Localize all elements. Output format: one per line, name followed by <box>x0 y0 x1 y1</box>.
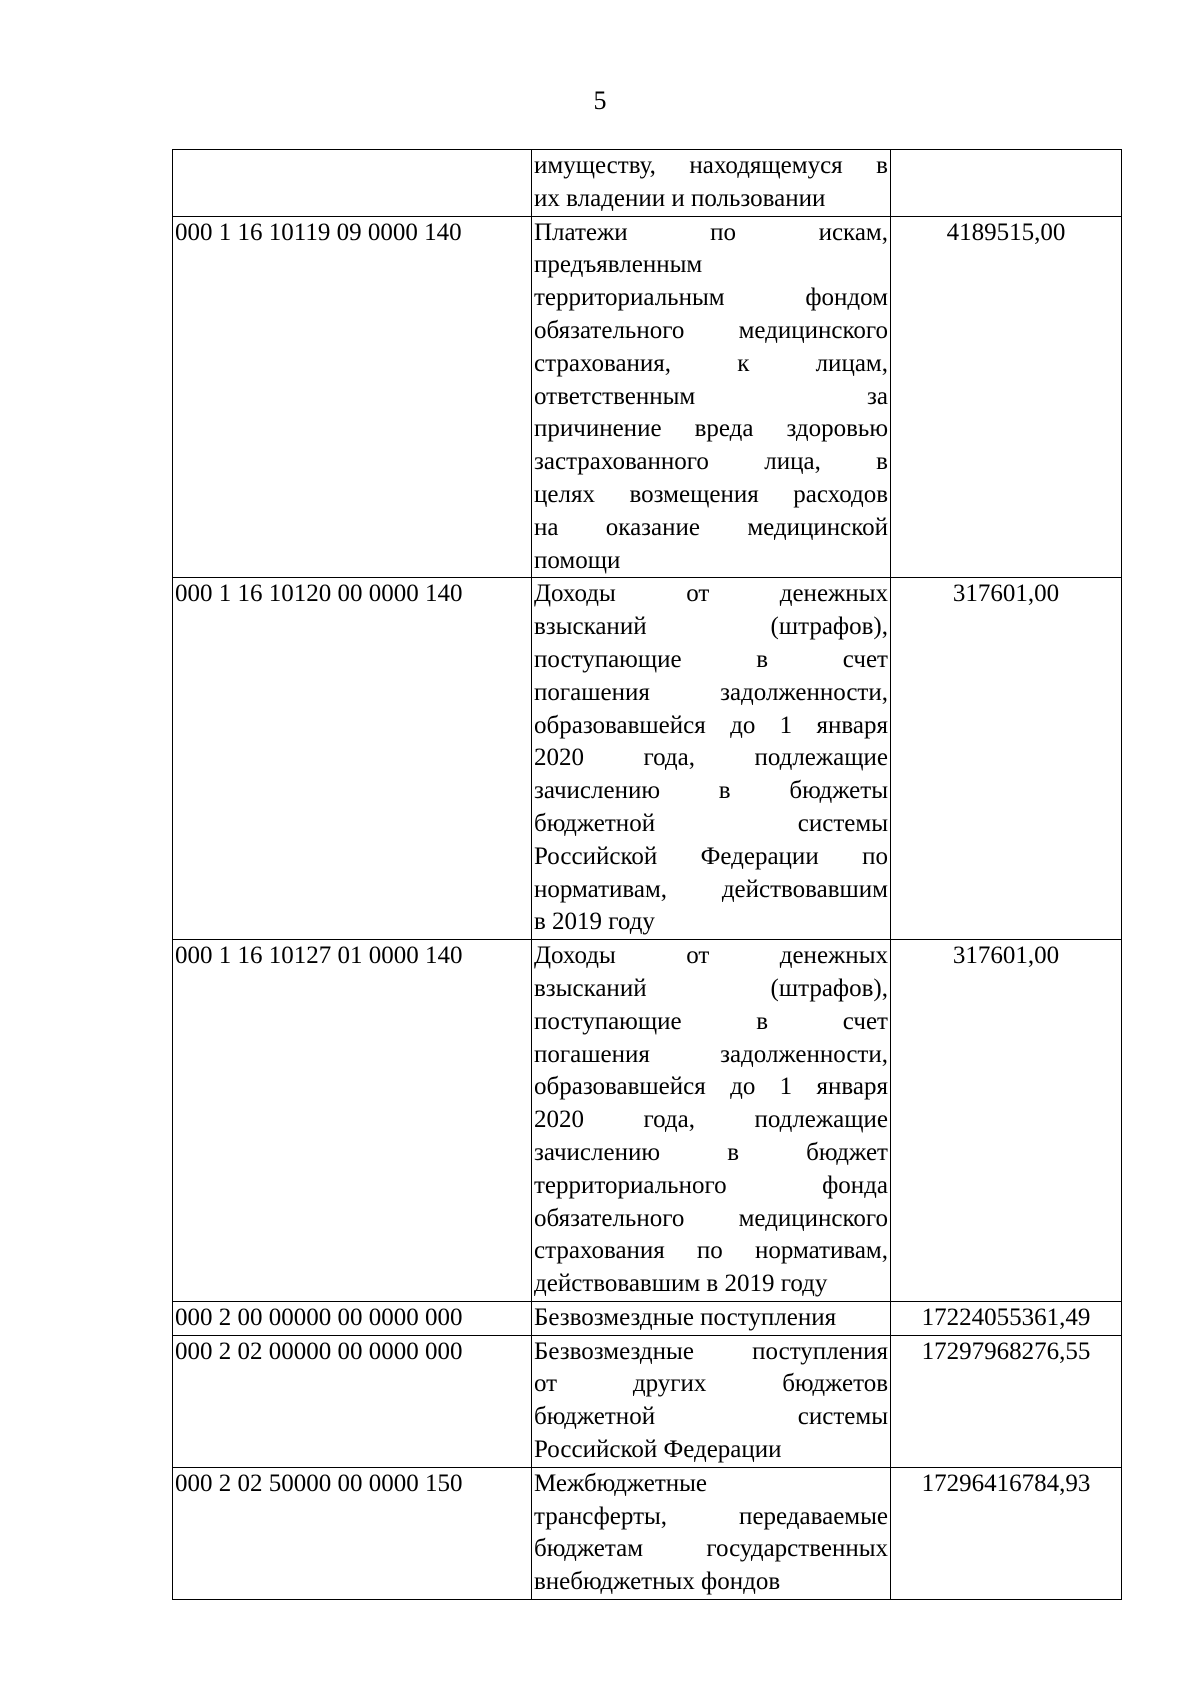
revenue-name-line: застрахованного лица, в <box>534 448 888 476</box>
budget-code-cell: 000 1 16 10119 09 0000 140 <box>173 216 532 578</box>
revenue-name-line: территориальным фондом <box>534 284 888 312</box>
revenue-name-line: действовавшим в 2019 году <box>534 1270 828 1298</box>
revenue-name-line: бюджетной системы <box>534 1403 888 1431</box>
revenue-name-line: поступающие в счет <box>534 1007 888 1035</box>
revenue-table <box>172 149 1122 1600</box>
revenue-name-line: бюджетам государственных <box>534 1535 888 1563</box>
revenue-name-line: взысканий (штрафов), <box>534 613 888 641</box>
amount-cell: 17297968276,55 <box>891 1335 1122 1467</box>
revenue-name-cell <box>532 150 891 217</box>
table-row <box>173 940 1122 1302</box>
amount-cell <box>891 150 1122 217</box>
budget-code-cell: 000 1 16 10127 01 0000 140 <box>173 940 532 1302</box>
table-row <box>173 1335 1122 1467</box>
page-number: 5 <box>593 86 607 115</box>
revenue-name-line: бюджетной системы <box>534 809 888 837</box>
revenue-name-line: 2020 года, подлежащие <box>534 1106 888 1134</box>
revenue-name-line: страхования по нормативам, <box>534 1237 888 1265</box>
revenue-name-line: обязательного медицинского <box>534 1204 888 1232</box>
revenue-name-line: в 2019 году <box>534 908 655 936</box>
amount-cell: 4189515,00 <box>891 216 1122 578</box>
revenue-name-line: погашения задолженности, <box>534 1040 888 1068</box>
revenue-name-line: Безвозмездные поступления <box>534 1337 888 1365</box>
revenue-name-line: Платежи по искам, <box>534 218 888 246</box>
budget-code-cell: 000 1 16 10120 00 0000 140 <box>173 578 532 940</box>
revenue-name-line: ответственным за <box>534 382 888 410</box>
table-body <box>173 150 1122 1600</box>
table-row <box>173 1467 1122 1599</box>
revenue-name-line: помощи <box>534 546 621 574</box>
revenue-name-line: предъявленным <box>534 251 703 279</box>
revenue-name-line: Безвозмездные поступления <box>534 1303 837 1331</box>
revenue-name-line: Российской Федерации по <box>534 842 888 870</box>
revenue-name-line: образовавшейся до 1 января <box>534 711 888 739</box>
revenue-name-cell <box>532 1301 891 1335</box>
amount-cell: 17296416784,93 <box>891 1467 1122 1599</box>
revenue-name-cell <box>532 216 891 578</box>
revenue-name-cell <box>532 940 891 1302</box>
revenue-name-line: Российской Федерации <box>534 1436 782 1464</box>
revenue-name-line: зачислению в бюджеты <box>534 777 888 805</box>
revenue-name-line: Доходы от денежных <box>534 580 888 608</box>
revenue-name-line: трансферты, передаваемые <box>534 1502 888 1530</box>
revenue-name-line: Межбюджетные <box>534 1469 708 1497</box>
table-row <box>173 1301 1122 1335</box>
revenue-name-line: от других бюджетов <box>534 1370 888 1398</box>
budget-code-cell: 000 2 02 50000 00 0000 150 <box>173 1467 532 1599</box>
table-row <box>173 216 1122 578</box>
revenue-name-line: нормативам, действовавшим <box>534 875 888 903</box>
amount-cell: 317601,00 <box>891 940 1122 1302</box>
revenue-name-line: зачислению в бюджет <box>534 1138 888 1166</box>
amount-cell: 17224055361,49 <box>891 1301 1122 1335</box>
revenue-name-line: целях возмещения расходов <box>534 480 888 508</box>
revenue-name-line: погашения задолженности, <box>534 678 888 706</box>
revenue-name-line: 2020 года, подлежащие <box>534 744 888 772</box>
revenue-name-line: обязательного медицинского <box>534 316 888 344</box>
budget-code-cell: 000 2 00 00000 00 0000 000 <box>173 1301 532 1335</box>
budget-code-cell <box>173 150 532 217</box>
revenue-name-cell <box>532 1467 891 1599</box>
revenue-name-line: территориального фонда <box>534 1171 888 1199</box>
revenue-name-cell <box>532 578 891 940</box>
revenue-name-line: на оказание медицинской <box>534 513 888 541</box>
revenue-name-line: взысканий (штрафов), <box>534 974 888 1002</box>
revenue-name-line: образовавшейся до 1 января <box>534 1073 888 1101</box>
revenue-name-line: причинение вреда здоровью <box>534 415 888 443</box>
budget-code-cell: 000 2 02 00000 00 0000 000 <box>173 1335 532 1467</box>
revenue-name-line: внебюджетных фондов <box>534 1568 781 1596</box>
revenue-name-line: поступающие в счет <box>534 645 888 673</box>
revenue-name-line: Доходы от денежных <box>534 942 888 970</box>
table-row <box>173 150 1122 217</box>
table-row <box>173 578 1122 940</box>
revenue-name-cell <box>532 1335 891 1467</box>
revenue-name-line: их владении и пользовании <box>534 184 826 212</box>
revenue-name-line: страхования, к лицам, <box>534 349 888 377</box>
revenue-name-line: имуществу, находящемуся в <box>534 152 888 179</box>
amount-cell: 317601,00 <box>891 578 1122 940</box>
